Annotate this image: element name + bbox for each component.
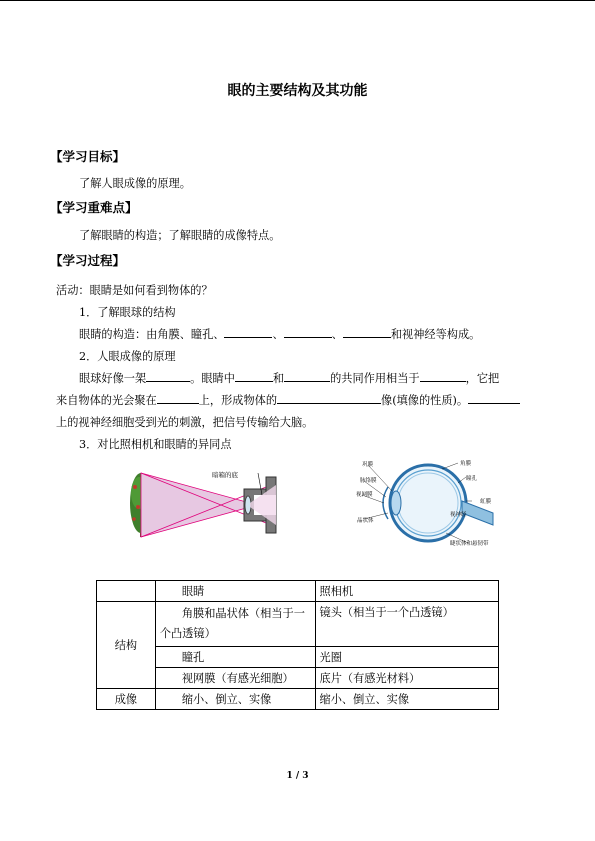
- item1-structure-line: [79, 326, 480, 342]
- table-cell: 缩小、倒立、实像: [315, 689, 499, 710]
- item1-heading: 1．了解眼球的结构: [79, 306, 176, 319]
- item2-text-d: 的共同作用相当于: [330, 372, 420, 385]
- eye-label-retina: 视网膜: [356, 492, 373, 498]
- blank-camera[interactable]: [146, 370, 190, 382]
- item1-suffix: 和视神经等构成。: [390, 328, 481, 341]
- eye-label-sclera: 巩膜: [362, 462, 374, 468]
- table-cell: 光圈: [315, 647, 499, 668]
- page-title: 眼的主要结构及其功能: [227, 83, 368, 99]
- item1-sep-1: 、: [272, 328, 284, 341]
- objectives-header: 【学习目标】: [50, 149, 126, 164]
- blank-focus-place[interactable]: [157, 392, 199, 404]
- key-points-header: 【学习重难点】: [50, 200, 138, 215]
- table-cell: 瞳孔: [155, 647, 315, 668]
- item3-heading: 3．对比照相机和眼睛的异同点: [79, 438, 232, 451]
- table-row: [97, 647, 499, 668]
- item2-text-e: ，它把: [465, 372, 500, 385]
- key-points-text: 了解眼睛的构造；了解眼睛的成像特点。: [79, 229, 281, 242]
- comparison-table: [96, 580, 499, 710]
- item2-text-h: 像(填像的性质)。: [381, 394, 469, 407]
- item2-text-c: 和: [272, 372, 285, 385]
- page-number: 1 / 3: [286, 771, 309, 781]
- item1-sep-2: 、: [331, 328, 343, 341]
- blank-1[interactable]: [224, 326, 272, 338]
- table-cell: 视网膜（有感光细胞）: [155, 668, 315, 689]
- item2-line-3: 上的视神经细胞受到光的刺激，把信号传输给大脑。: [56, 416, 314, 429]
- table-row: [97, 602, 499, 647]
- item2-text-b: 。眼睛中: [190, 372, 235, 385]
- blank-retina[interactable]: [468, 392, 520, 404]
- process-header: 【学习过程】: [50, 253, 126, 268]
- light-cone: [141, 473, 250, 537]
- camera-diagram: [126, 465, 296, 545]
- item2-text-f: 来自物体的光会聚在: [56, 394, 157, 407]
- table-cell: 缩小、倒立、实像: [155, 689, 315, 710]
- table-header-eye: 眼睛: [155, 581, 315, 602]
- imaging-label: 成像: [97, 689, 156, 710]
- eye-label-cornea: 角膜: [460, 461, 472, 467]
- item2-line-1: [79, 370, 499, 386]
- eye-label-iris: 虹膜: [480, 499, 492, 505]
- eye-label-pupil: 瞳孔: [466, 476, 478, 482]
- item2-text-g: 上，形成物体的: [198, 394, 278, 407]
- eye-label-ciliary: 睫状体和悬韧带: [450, 541, 489, 547]
- blank-part-2[interactable]: [284, 370, 330, 382]
- blank-part-1[interactable]: [235, 370, 273, 382]
- table-row: [97, 668, 499, 689]
- item1-prefix: 眼睛的构造：由角膜、瞳孔、: [79, 328, 225, 341]
- activity-question: 活动：眼睛是如何看到物体的？: [56, 284, 213, 297]
- eye-label-choroid: 脉络膜: [360, 478, 377, 484]
- objectives-text: 了解人眼成像的原理。: [79, 177, 191, 190]
- item2-line-2: [56, 392, 520, 408]
- top-border-line: [0, 0, 595, 1]
- item2-heading: 2．人眼成像的原理: [79, 350, 176, 363]
- table-header-camera: 照相机: [315, 581, 499, 602]
- table-cell: 底片（有感光材料）: [315, 668, 499, 689]
- blank-3[interactable]: [343, 326, 391, 338]
- blank-equivalent[interactable]: [420, 370, 466, 382]
- lens-eye: [391, 491, 401, 515]
- item2-text-a: 眼球好像一架: [79, 372, 147, 385]
- eye-label-lens: 晶状体: [357, 518, 374, 524]
- table-row: [97, 581, 499, 602]
- eye-label-optic-nerve: 视神经: [450, 512, 467, 518]
- camera-label: 暗箱的底: [212, 471, 238, 479]
- table-row: [97, 689, 499, 710]
- table-header-empty: [97, 581, 156, 602]
- blank-image-nature[interactable]: [277, 392, 381, 404]
- table-cell: 镜头（相当于一个凸透镜）: [315, 602, 499, 647]
- structure-label: 结构: [97, 602, 156, 689]
- table-cell: 角膜和晶状体（相当于一个凸透镜）: [155, 602, 315, 647]
- blank-2[interactable]: [284, 326, 332, 338]
